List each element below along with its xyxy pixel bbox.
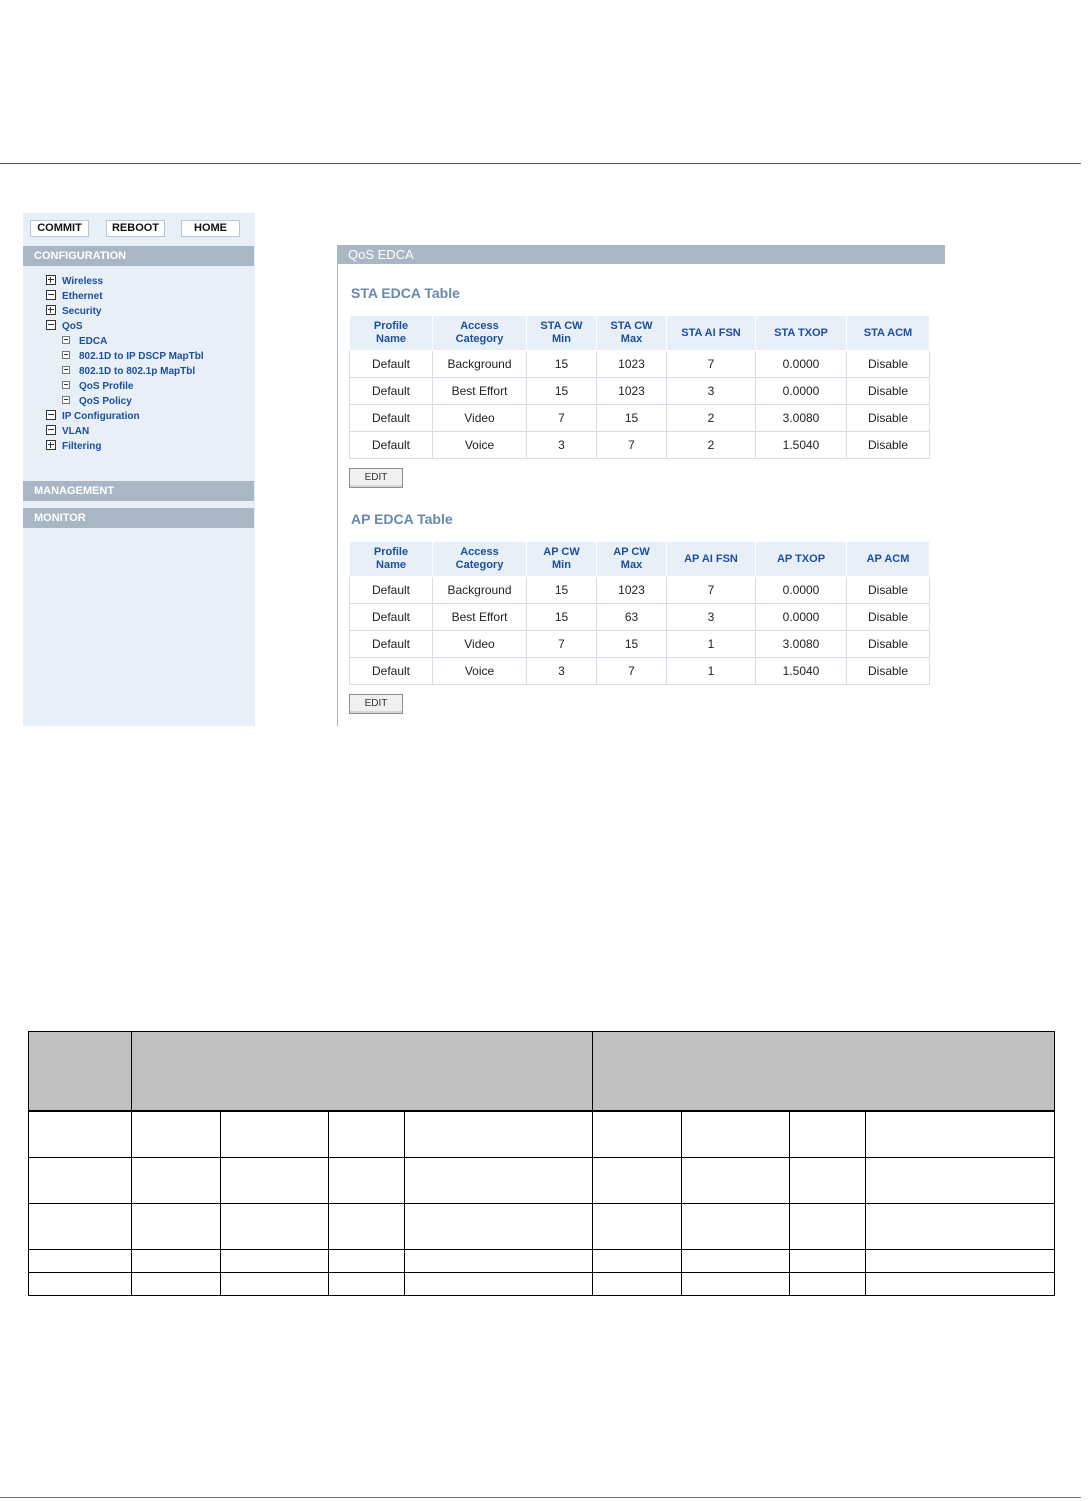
doc-cell <box>132 1032 593 1112</box>
table-cell: 7 <box>527 631 597 658</box>
col-header: Access Category <box>433 542 527 577</box>
col-header: Access Category <box>433 316 527 351</box>
table-cell: 15 <box>527 577 597 604</box>
bottom-rule <box>0 1497 1081 1498</box>
table-cell: 63 <box>597 604 667 631</box>
table-cell: 1.5040 <box>756 432 847 459</box>
col-header: STA TXOP <box>756 316 847 351</box>
sta-edit-button[interactable]: EDIT <box>349 468 403 488</box>
col-header: STA ACM <box>847 316 930 351</box>
collapse-icon <box>46 290 56 300</box>
tree-item-edca[interactable]: EDCA <box>62 335 107 349</box>
commit-button[interactable]: COMMIT <box>30 220 89 237</box>
table-cell: 15 <box>527 351 597 378</box>
table-cell: 15 <box>597 631 667 658</box>
leaf-icon <box>62 396 70 404</box>
collapse-icon <box>46 425 56 435</box>
tree-item-qos-profile[interactable]: QoS Profile <box>62 380 133 394</box>
table-cell: Disable <box>847 378 930 405</box>
col-header: STA CW Min <box>527 316 597 351</box>
col-header: AP AI FSN <box>667 542 756 577</box>
col-header: Profile Name <box>350 542 433 577</box>
table-cell: 1 <box>667 658 756 685</box>
table-cell: Disable <box>847 658 930 685</box>
table-cell: Background <box>433 577 527 604</box>
table-cell: Default <box>350 631 433 658</box>
reboot-button[interactable]: REBOOT <box>106 220 165 237</box>
table-cell: Video <box>433 631 527 658</box>
table-cell: 7 <box>667 577 756 604</box>
table-cell: 1 <box>667 631 756 658</box>
content-border <box>337 245 338 726</box>
table-cell: Background <box>433 351 527 378</box>
table-cell: Voice <box>433 658 527 685</box>
tree-item-dscp-maptbl[interactable]: 802.1D to IP DSCP MapTbl <box>62 350 204 364</box>
doc-cell <box>29 1032 132 1112</box>
sidebar <box>23 213 255 726</box>
table-cell: 3.0080 <box>756 631 847 658</box>
table-cell: Default <box>350 577 433 604</box>
table-cell: Default <box>350 432 433 459</box>
configuration-header[interactable]: CONFIGURATION <box>23 246 254 266</box>
table-cell: Disable <box>847 604 930 631</box>
table-row <box>350 658 930 685</box>
table-cell: Best Effort <box>433 378 527 405</box>
table-cell: Video <box>433 405 527 432</box>
col-header: AP CW Min <box>527 542 597 577</box>
expand-icon <box>46 275 56 285</box>
leaf-icon <box>62 351 70 359</box>
table-cell: 1.5040 <box>756 658 847 685</box>
doc-header-row <box>29 1032 1055 1112</box>
doc-row <box>29 1111 1055 1158</box>
table-cell: 3.0080 <box>756 405 847 432</box>
sta-edca-table <box>349 315 930 459</box>
expand-icon <box>46 305 56 315</box>
monitor-header[interactable]: MONITOR <box>23 508 254 528</box>
table-cell: 0.0000 <box>756 604 847 631</box>
table-cell: Default <box>350 658 433 685</box>
tree-item-filtering[interactable]: Filtering <box>46 440 101 454</box>
table-cell: Voice <box>433 432 527 459</box>
table-row <box>350 577 930 604</box>
table-row <box>350 351 930 378</box>
col-header: AP CW Max <box>597 542 667 577</box>
document-table <box>28 1031 1055 1296</box>
table-cell: 0.0000 <box>756 577 847 604</box>
table-cell: 3 <box>527 658 597 685</box>
collapse-icon <box>46 320 56 330</box>
col-header: AP ACM <box>847 542 930 577</box>
table-cell: 1023 <box>597 351 667 378</box>
table-cell: 2 <box>667 432 756 459</box>
table-cell: 1023 <box>597 378 667 405</box>
ap-table-title: AP EDCA Table <box>351 511 453 527</box>
top-rule <box>0 163 1081 164</box>
table-cell: Disable <box>847 405 930 432</box>
table-cell: Disable <box>847 432 930 459</box>
page-title: QoS EDCA <box>337 245 945 264</box>
table-cell: Disable <box>847 631 930 658</box>
table-cell: 3 <box>527 432 597 459</box>
table-cell: 3 <box>667 378 756 405</box>
table-cell: 15 <box>597 405 667 432</box>
table-cell: 7 <box>597 432 667 459</box>
col-header: Profile Name <box>350 316 433 351</box>
tree-item-security[interactable]: Security <box>46 305 101 319</box>
doc-row <box>29 1250 1055 1273</box>
expand-icon <box>46 440 56 450</box>
table-header-row <box>350 316 930 351</box>
doc-cell <box>593 1032 1055 1112</box>
table-cell: Default <box>350 378 433 405</box>
table-cell: Default <box>350 351 433 378</box>
doc-row <box>29 1204 1055 1250</box>
table-cell: 0.0000 <box>756 351 847 378</box>
table-cell: 15 <box>527 604 597 631</box>
table-row <box>350 432 930 459</box>
col-header: STA AI FSN <box>667 316 756 351</box>
table-cell: 0.0000 <box>756 378 847 405</box>
home-button[interactable]: HOME <box>181 220 240 237</box>
table-cell: 7 <box>667 351 756 378</box>
tree-item-vlan[interactable]: VLAN <box>46 425 89 439</box>
table-cell: 7 <box>597 658 667 685</box>
table-cell: Default <box>350 405 433 432</box>
table-row <box>350 631 930 658</box>
table-cell: 2 <box>667 405 756 432</box>
tree-item-ip-configuration[interactable]: IP Configuration <box>46 410 140 424</box>
col-header: STA CW Max <box>597 316 667 351</box>
table-cell: 15 <box>527 378 597 405</box>
table-row <box>350 405 930 432</box>
leaf-icon <box>62 381 70 389</box>
table-cell: Default <box>350 604 433 631</box>
leaf-icon <box>62 336 70 344</box>
tree-item-qos-policy[interactable]: QoS Policy <box>62 395 132 409</box>
tree-item-8021p-maptbl[interactable]: 802.1D to 802.1p MapTbl <box>62 365 195 379</box>
ap-edit-button[interactable]: EDIT <box>349 694 403 714</box>
table-cell: 7 <box>527 405 597 432</box>
table-cell: Disable <box>847 351 930 378</box>
table-row <box>350 604 930 631</box>
leaf-icon <box>62 366 70 374</box>
table-cell: Disable <box>847 577 930 604</box>
tree-item-wireless[interactable]: Wireless <box>46 275 103 289</box>
tree-item-ethernet[interactable]: Ethernet <box>46 290 103 304</box>
table-cell: Best Effort <box>433 604 527 631</box>
doc-row <box>29 1158 1055 1204</box>
col-header: AP TXOP <box>756 542 847 577</box>
tree-item-qos[interactable]: QoS <box>46 320 83 334</box>
management-header[interactable]: MANAGEMENT <box>23 481 254 501</box>
table-row <box>350 378 930 405</box>
table-cell: 3 <box>667 604 756 631</box>
sta-table-title: STA EDCA Table <box>351 285 460 301</box>
doc-row <box>29 1273 1055 1296</box>
table-header-row <box>350 542 930 577</box>
collapse-icon <box>46 410 56 420</box>
ap-edca-table <box>349 541 930 685</box>
table-cell: 1023 <box>597 577 667 604</box>
